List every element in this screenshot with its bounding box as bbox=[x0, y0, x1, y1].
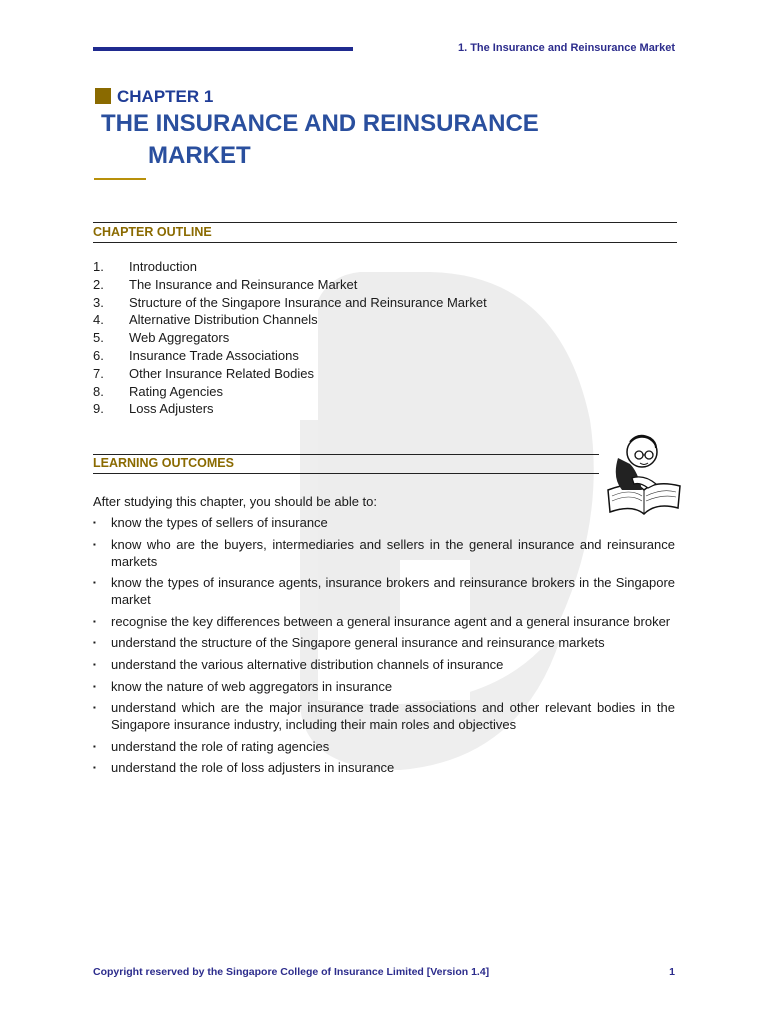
chapter-title-line2: MARKET bbox=[148, 142, 251, 169]
page-number: 1 bbox=[669, 966, 675, 978]
list-item: ▪ understand which are the major insurance trade associations and other relevant bodies in the Singapore insurance industry, including their main roles and objectives bbox=[93, 700, 675, 733]
outcomes-heading: LEARNING OUTCOMES bbox=[93, 456, 234, 470]
list-item: 1. Introduction bbox=[93, 259, 197, 274]
reading-person-icon bbox=[604, 428, 682, 516]
chapter-label: CHAPTER 1 bbox=[117, 87, 214, 106]
list-item: 9. Loss Adjusters bbox=[93, 401, 214, 417]
list-item: ▪ know the types of sellers of insurance bbox=[93, 515, 328, 530]
list-item: ▪ understand the various alternative distribution channels of insurance bbox=[93, 656, 504, 672]
list-item: 8. Rating Agencies bbox=[93, 383, 223, 399]
list-item: ▪ understand the structure of the Singapore general insurance and reinsurance markets bbox=[93, 635, 605, 651]
outline-heading: CHAPTER OUTLINE bbox=[93, 225, 212, 239]
header-rule bbox=[93, 47, 353, 51]
outline-bottom-rule bbox=[93, 242, 677, 243]
list-item: ▪ recognise the key differences between a general insurance agent and a general insurance broker bbox=[93, 613, 671, 629]
footer-copyright: Copyright reserved by the Singapore College of Insurance Limited [Version 1.4] bbox=[93, 966, 490, 978]
list-item: ▪ understand the role of rating agencies bbox=[93, 738, 330, 754]
list-item: ▪ understand the role of loss adjusters in insurance bbox=[93, 760, 395, 776]
list-item: 3. Structure of the Singapore Insurance and Reinsurance Market bbox=[93, 294, 487, 310]
outcomes-intro: After studying this chapter, you should be able to: bbox=[93, 494, 378, 509]
list-item: ▪ know the types of insurance agents, insurance brokers and reinsurance brokers in the Singapore market bbox=[93, 575, 675, 608]
running-head: 1. The Insurance and Reinsurance Market bbox=[457, 42, 675, 54]
list-item: 2. The Insurance and Reinsurance Market bbox=[93, 276, 358, 292]
list-item: 4. Alternative Distribution Channels bbox=[93, 312, 318, 328]
outcomes-top-rule bbox=[93, 454, 599, 455]
list-item: 7. Other Insurance Related Bodies bbox=[93, 365, 314, 381]
list-item: ▪ know the nature of web aggregators in insurance bbox=[93, 678, 393, 694]
outcomes-list bbox=[93, 514, 675, 781]
chapter-title bbox=[101, 108, 539, 172]
title-underline bbox=[94, 178, 146, 180]
list-item: 6. Insurance Trade Associations bbox=[93, 347, 299, 363]
chapter-square-icon bbox=[95, 88, 111, 104]
outline-list bbox=[93, 258, 487, 418]
chapter-title-line1: THE INSURANCE AND REINSURANCE bbox=[101, 110, 539, 137]
list-item: ▪ know who are the buyers, intermediaries and sellers in the general insurance and reinsurance markets bbox=[93, 536, 675, 569]
list-item: 5. Web Aggregators bbox=[93, 330, 230, 346]
outcomes-bottom-rule bbox=[93, 473, 599, 474]
outline-top-rule bbox=[93, 222, 677, 223]
